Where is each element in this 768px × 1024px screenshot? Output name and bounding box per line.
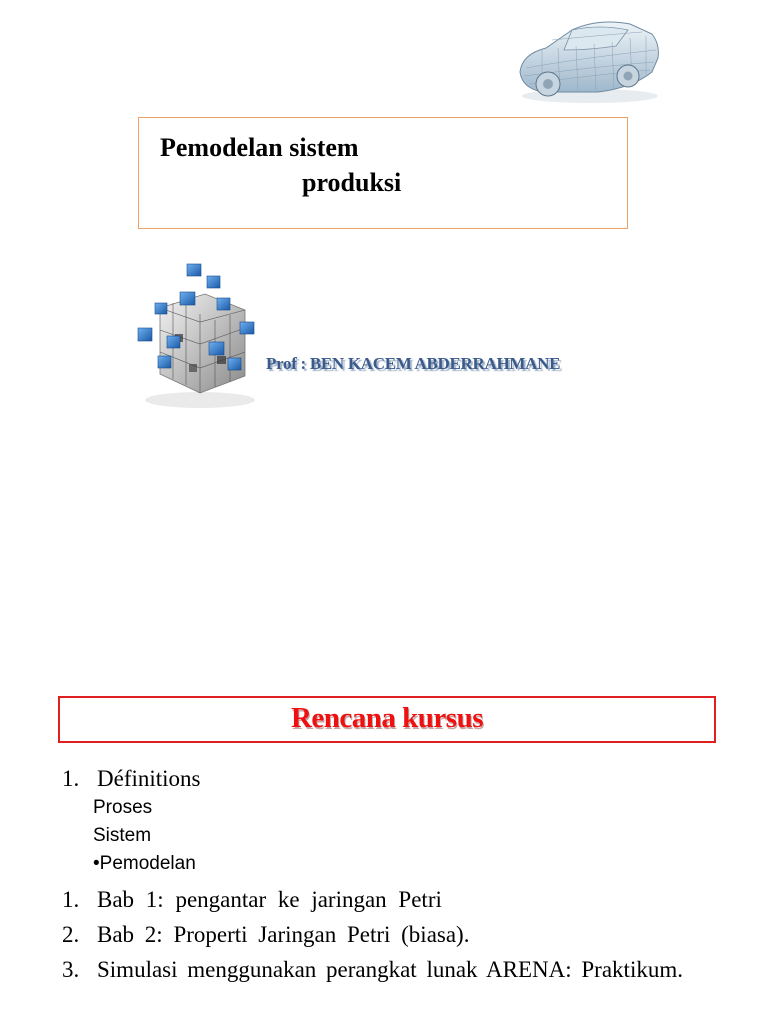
3d-cube-blocks-illustration [125, 258, 270, 413]
list-item [62, 922, 469, 948]
list-item [62, 887, 442, 913]
course-plan-heading: Rencana kursus [290, 702, 484, 734]
list-item-number: 1. [62, 766, 80, 791]
sub-item-pemodelan: •Pemodelan [93, 853, 196, 874]
author-name: Prof : BEN KACEM ABDERRAHMANE [266, 354, 561, 373]
list-item-number: 2. [62, 922, 80, 947]
list-item [62, 766, 201, 792]
list-item-number: 1. [62, 887, 80, 912]
list-item-text: Bab 2: Properti Jaringan Petri (biasa). [97, 922, 470, 947]
list-item-text: Simulasi menggunakan perangkat lunak ARENA: Praktikum. [97, 957, 683, 982]
sub-item-sistem: Sistem [93, 825, 152, 846]
title-box [138, 117, 628, 229]
slide-title-line-1: Pemodelan sistem [160, 133, 359, 162]
course-plan-heading-box [58, 696, 716, 743]
wireframe-car-illustration [512, 10, 662, 105]
list-item-text: Bab 1: pengantar ke jaringan Petri [97, 887, 442, 912]
list-item [62, 957, 683, 983]
slide-title-line-2: produksi [302, 168, 402, 197]
list-item-text: Définitions [97, 766, 201, 791]
sub-item-proses: Proses [93, 797, 153, 818]
list-item-number: 3. [62, 957, 80, 982]
